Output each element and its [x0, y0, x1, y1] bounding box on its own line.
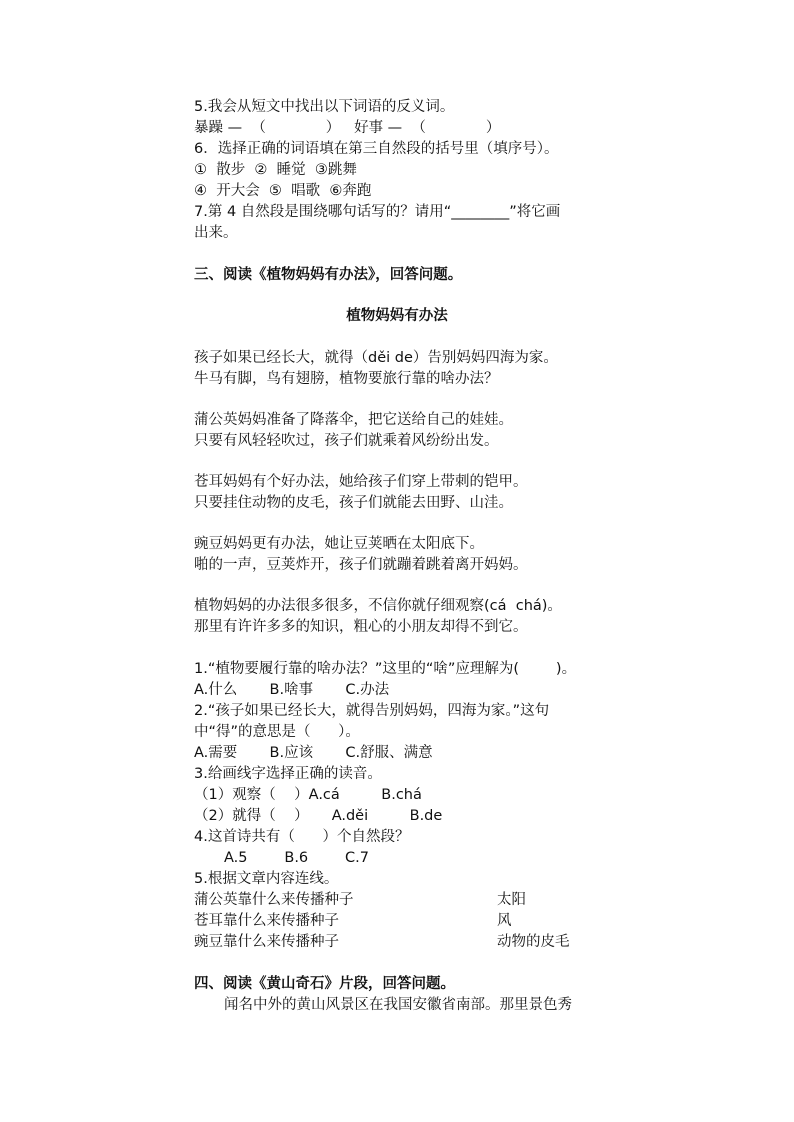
match-left-item: 苍耳靠什么来传播种子	[194, 913, 339, 929]
poem-line: 只要有风轻轻吹过，孩子们就乘着风纷纷出发。	[194, 433, 499, 449]
question-7-line2: 出来。	[194, 225, 238, 241]
question-5-antonym-pairs: 暴躁 — （ ） 好事 — （ ）	[194, 120, 501, 136]
poem-line: 植物妈妈的办法很多很多，不信你就仔细观察(cá chá)。	[194, 598, 562, 614]
poem-line: 苍耳妈妈有个好办法，她给孩子们穿上带刺的铠甲。	[194, 474, 528, 490]
question-6-options-row1: ① 散步 ② 睡觉 ③跳舞	[194, 162, 357, 178]
poem-title: 植物妈妈有办法	[346, 308, 448, 324]
question-1-options: A.什么 B.啥事 C.办法	[194, 682, 390, 698]
question-2-line1: 2.“孩子如果已经长大，就得告别妈妈，四海为家。”这句	[194, 703, 550, 719]
section-4-heading: 四、阅读《黄山奇石》片段，回答问题。	[194, 976, 455, 992]
match-left-item: 豌豆靠什么来传播种子	[194, 934, 339, 950]
question-5-matching: 5.根据文章内容连线。	[194, 871, 339, 887]
question-6: 6．选择正确的词语填在第三自然段的括号里（填序号）。	[194, 141, 559, 157]
match-right-item: 动物的皮毛	[497, 934, 570, 950]
question-3-item1: （1）观察（ ）A.cá B.chá	[194, 787, 422, 803]
match-left-item: 蒲公英靠什么来传播种子	[194, 892, 354, 908]
poem-line: 蒲公英妈妈准备了降落伞，把它送给自己的娃娃。	[194, 412, 513, 428]
match-right-item: 风	[497, 913, 512, 929]
match-right-item: 太阳	[497, 892, 526, 908]
question-2-line2: 中“得”的意思是（ ）。	[194, 724, 360, 740]
question-6-options-row2: ④ 开大会 ⑤ 唱歌 ⑥奔跑	[194, 183, 372, 199]
poem-line: 那里有许许多多的知识，粗心的小朋友却得不到它。	[194, 619, 528, 635]
question-1: 1.“植物要履行靠的啥办法？”这里的“啥”应理解为( )。	[194, 661, 577, 677]
question-5: 5.我会从短文中找出以下词语的反义词。	[194, 99, 455, 115]
poem-line: 豌豆妈妈更有办法，她让豆荚晒在太阳底下。	[194, 536, 484, 552]
poem-line: 只要挂住动物的皮毛，孩子们就能去田野、山洼。	[194, 495, 513, 511]
question-4: 4.这首诗共有（ ）个自然段？	[194, 829, 410, 845]
section-3-heading: 三、阅读《植物妈妈有办法》，回答问题。	[194, 267, 463, 283]
poem-line: 牛马有脚，鸟有翅膀，植物要旅行靠的啥办法？	[194, 371, 499, 387]
question-7-line1: 7.第 4 自然段是围绕哪句话写的？请用“________”将它画	[194, 204, 561, 220]
section-4-paragraph: 闻名中外的黄山风景区在我国安徽省南部。那里景色秀	[224, 997, 572, 1013]
question-4-options: A.5 B.6 C.7	[224, 850, 369, 866]
question-3-item2: （2）就得（ ） A.děi B.de	[194, 808, 443, 824]
poem-line: 啪的一声，豆荚炸开，孩子们就蹦着跳着离开妈妈。	[194, 557, 528, 573]
poem-line: 孩子如果已经长大，就得（děi de）告别妈妈四海为家。	[194, 350, 558, 366]
question-2-options: A.需要 B.应该 C.舒服、满意	[194, 745, 433, 761]
question-3: 3.给画线字选择正确的读音。	[194, 766, 382, 782]
